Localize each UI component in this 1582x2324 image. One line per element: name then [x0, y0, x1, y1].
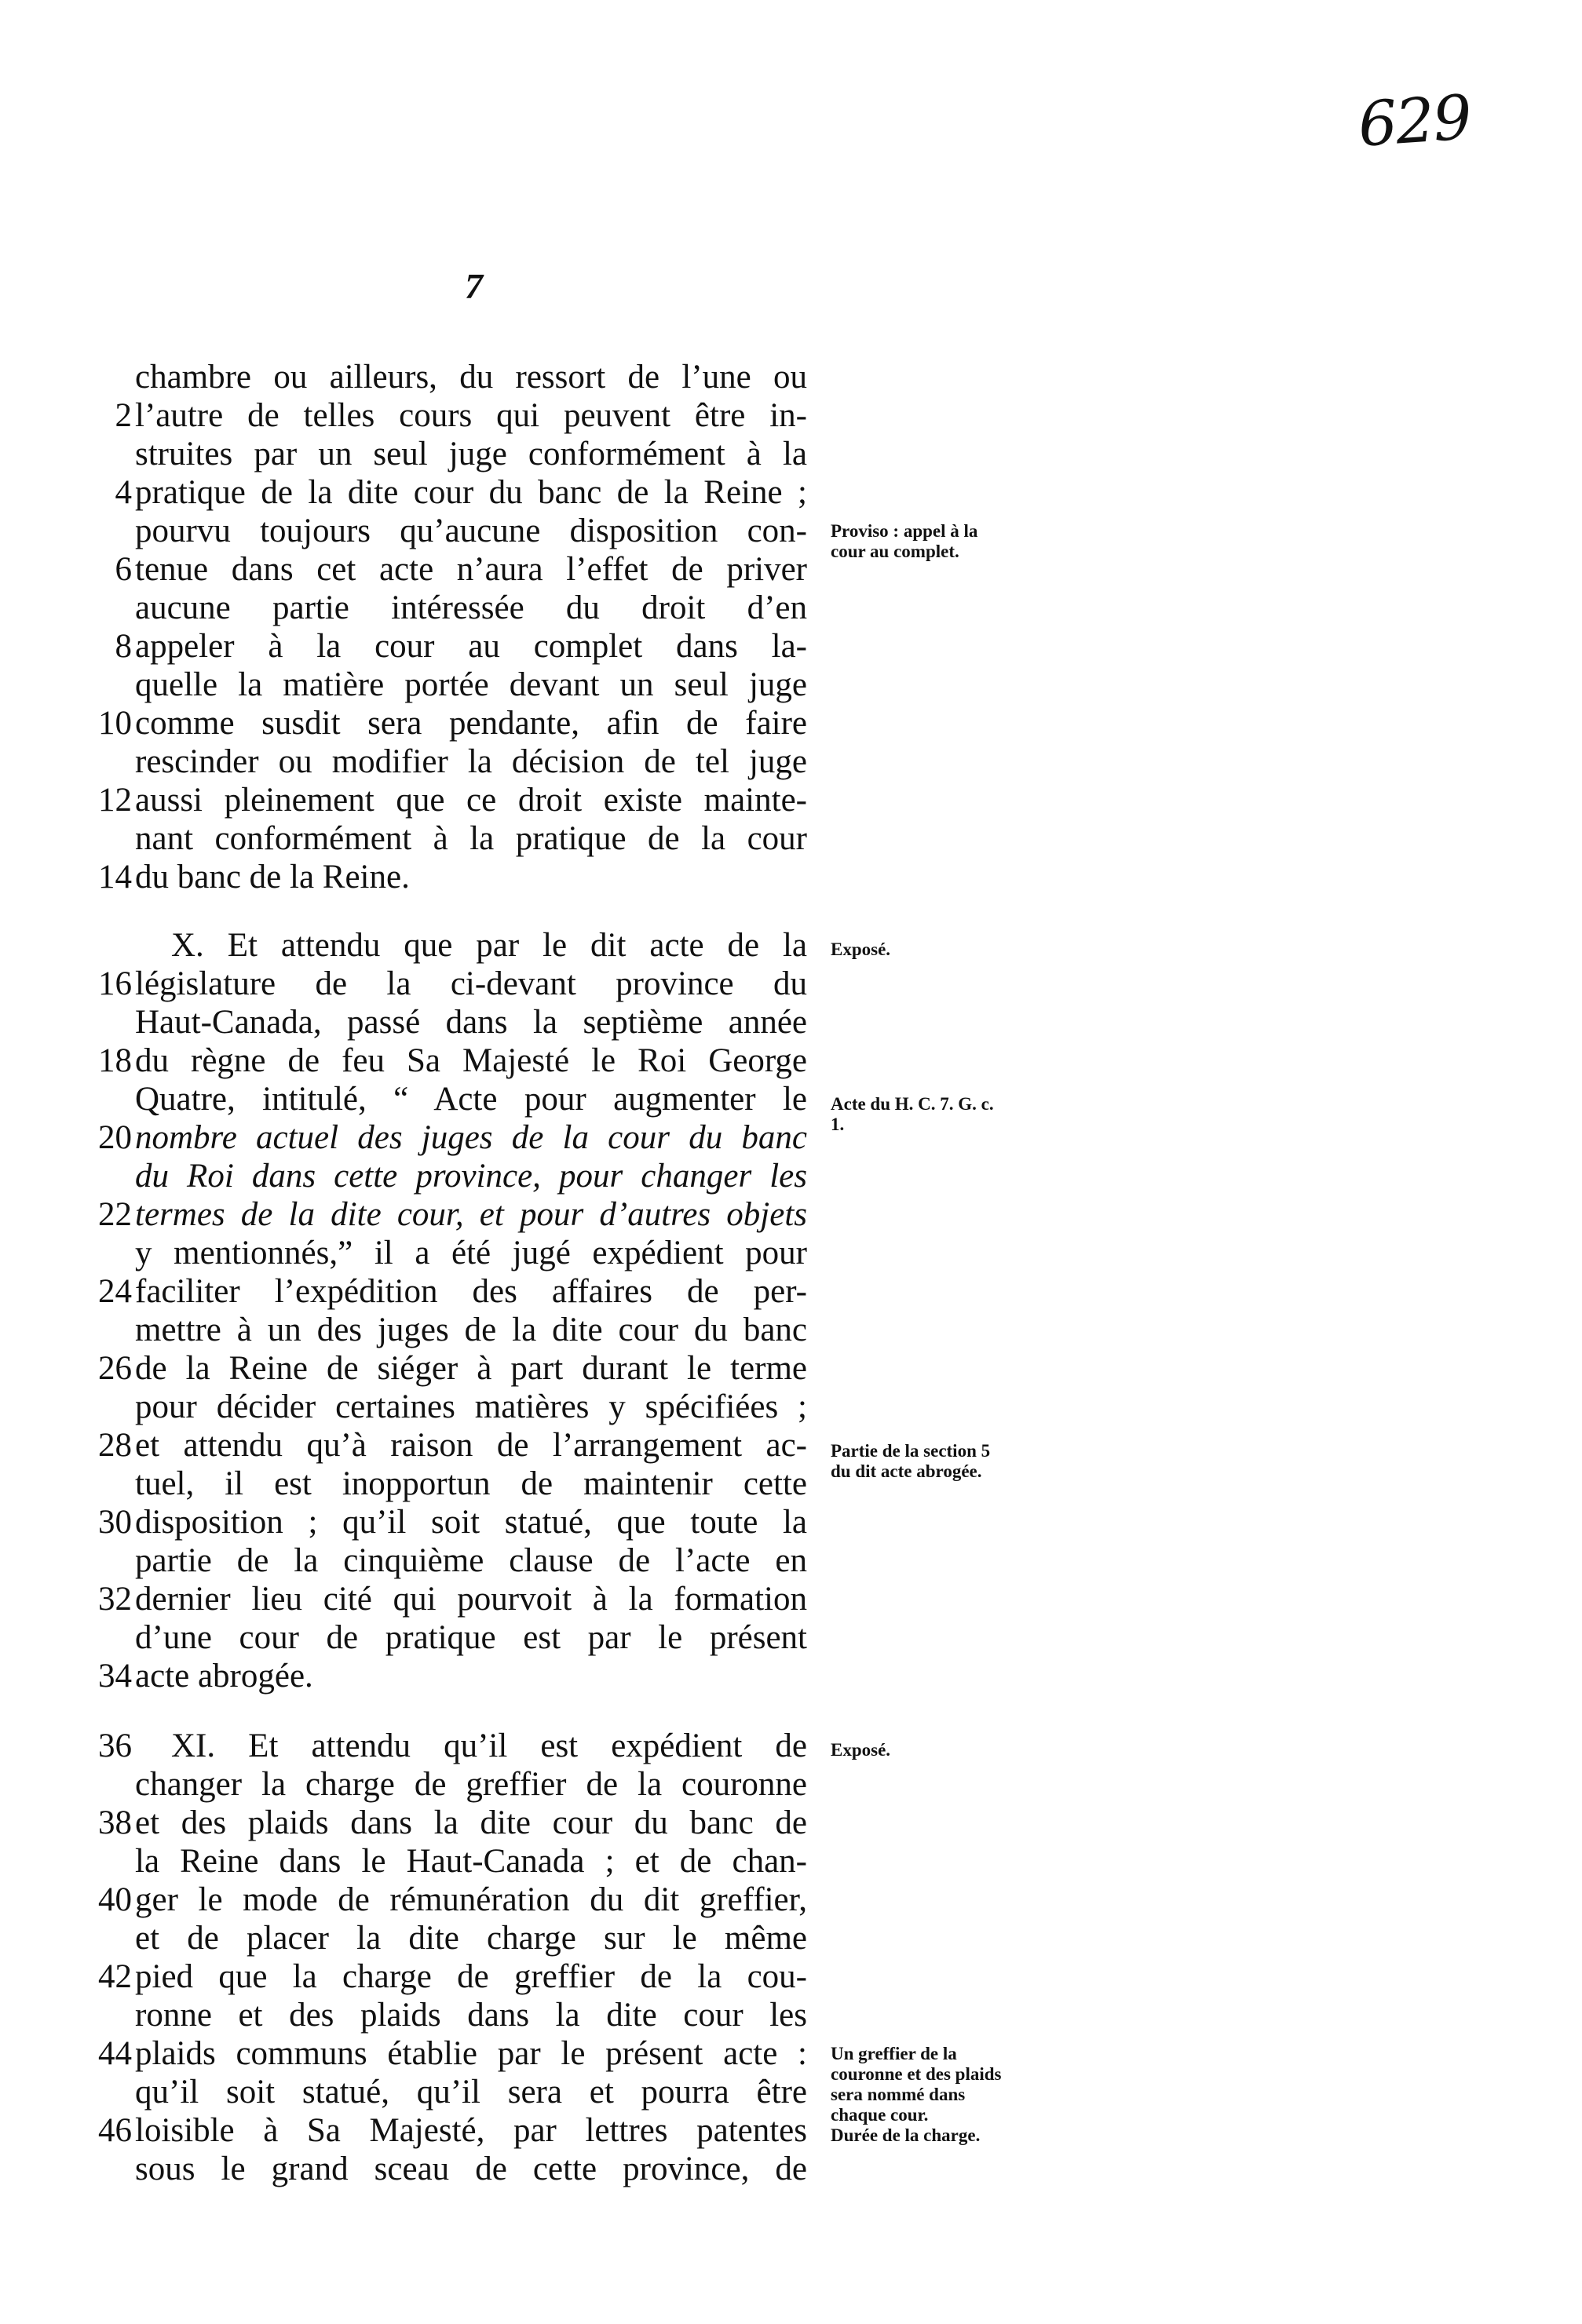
line-number: 4: [115, 474, 132, 511]
margin-note: Durée de la charge.: [831, 2125, 981, 2145]
text-line: du Roi dans cette province, pour changer les: [135, 1158, 807, 1195]
text-line: pour décider certaines matières y spécifiées ;: [135, 1388, 807, 1425]
text-line: termes de la dite cour, et pour d’autres objets: [135, 1196, 807, 1233]
text-line: pied que la charge de greffier de la cou-: [135, 1958, 807, 1995]
text-line: XI. Et attendu qu’il est expédient de: [171, 1727, 807, 1764]
line-number: 22: [98, 1196, 132, 1233]
margin-note: Acte du H. C. 7. G. c. 1.: [831, 1094, 994, 1134]
text-line: aussi pleinement que ce droit existe mainte-: [135, 782, 807, 819]
text-line: et attendu qu’à raison de l’arrangement ac-: [135, 1427, 807, 1464]
text-line: X. Et attendu que par le dit acte de la: [171, 927, 807, 964]
line-number: 14: [98, 859, 132, 896]
text-line: y mentionnés,” il a été jugé expédient pour: [135, 1235, 807, 1271]
text-line: législature de la ci-devant province du: [135, 965, 807, 1002]
line-number: 28: [98, 1427, 132, 1464]
text-line: et des plaids dans la dite cour du banc de: [135, 1804, 807, 1841]
text-line: du règne de feu Sa Majesté le Roi George: [135, 1042, 807, 1079]
text-line: ger le mode de rémunération du dit greffier,: [135, 1881, 807, 1918]
text-line: changer la charge de greffier de la couronne: [135, 1766, 807, 1803]
text-line: acte abrogée.: [135, 1658, 313, 1695]
text-line: pratique de la dite cour du banc de la Reine ;: [135, 474, 807, 511]
line-number: 18: [98, 1042, 132, 1079]
text-line: appeler à la cour au complet dans la-: [135, 628, 807, 665]
text-line: l’autre de telles cours qui peuvent être in-: [135, 397, 807, 434]
line-number: 26: [98, 1350, 132, 1387]
line-number: 42: [98, 1958, 132, 1995]
line-number: 32: [98, 1581, 132, 1618]
text-line: la Reine dans le Haut-Canada ; et de chan-: [135, 1843, 807, 1880]
text-line: tenue dans cet acte n’aura l’effet de priver: [135, 551, 807, 588]
margin-note: Un greffier de la couronne et des plaids sera nommé dans chaque cour.: [831, 2044, 1002, 2125]
text-line: partie de la cinquième clause de l’acte en: [135, 1542, 807, 1579]
line-number: 34: [98, 1658, 132, 1695]
text-line: sous le grand sceau de cette province, de: [135, 2151, 807, 2187]
text-line: ronne et des plaids dans la dite cour les: [135, 1997, 807, 2034]
text-line: loisible à Sa Majesté, par lettres patentes: [135, 2112, 807, 2149]
text-line: disposition ; qu’il soit statué, que toute la: [135, 1504, 807, 1541]
text-line: plaids communs établie par le présent acte :: [135, 2035, 807, 2072]
line-number: 40: [98, 1881, 132, 1918]
line-number: 10: [98, 705, 132, 742]
text-line: nombre actuel des juges de la cour du banc: [135, 1119, 807, 1156]
text-line: tuel, il est inopportun de maintenir cette: [135, 1465, 807, 1502]
page-number: 7: [465, 266, 483, 306]
text-line: du banc de la Reine.: [135, 859, 410, 896]
text-line: de la Reine de siéger à part durant le terme: [135, 1350, 807, 1387]
text-line: mettre à un des juges de la dite cour du banc: [135, 1312, 807, 1348]
line-number: 30: [98, 1504, 132, 1541]
line-number: 12: [98, 782, 132, 819]
text-line: pourvu toujours qu’aucune disposition con-: [135, 513, 807, 549]
text-line: faciliter l’expédition des affaires de per-: [135, 1273, 807, 1310]
text-line: d’une cour de pratique est par le présent: [135, 1619, 807, 1656]
line-number: 36: [98, 1727, 132, 1764]
text-line: dernier lieu cité qui pourvoit à la formation: [135, 1581, 807, 1618]
text-line: aucune partie intéressée du droit d’en: [135, 589, 807, 626]
text-line: nant conformément à la pratique de la cour: [135, 820, 807, 857]
text-line: Haut-Canada, passé dans la septième année: [135, 1004, 807, 1041]
text-line: qu’il soit statué, qu’il sera et pourra être: [135, 2074, 807, 2111]
text-line: rescinder ou modifier la décision de tel juge: [135, 743, 807, 780]
line-number: 8: [115, 628, 132, 665]
margin-note: Proviso : appel à la cour au complet.: [831, 521, 978, 561]
line-number: 24: [98, 1273, 132, 1310]
text-line: chambre ou ailleurs, du ressort de l’une ou: [135, 359, 807, 396]
line-number: 20: [98, 1119, 132, 1156]
folio-handwritten: 629: [1356, 82, 1473, 161]
text-line: Quatre, intitulé, “ Acte pour augmenter le: [135, 1081, 807, 1118]
margin-note: Exposé.: [831, 1740, 891, 1760]
line-number: 2: [115, 397, 132, 434]
line-number: 44: [98, 2035, 132, 2072]
text-line: quelle la matière portée devant un seul juge: [135, 666, 807, 703]
text-line: comme susdit sera pendante, afin de faire: [135, 705, 807, 742]
margin-note: Partie de la section 5 du dit acte abrogée.: [831, 1441, 991, 1481]
line-number: 16: [98, 965, 132, 1002]
text-line: struites par un seul juge conformément à la: [135, 436, 807, 472]
line-number: 6: [115, 551, 132, 588]
line-number: 46: [98, 2112, 132, 2149]
line-number: 38: [98, 1804, 132, 1841]
margin-note: Exposé.: [831, 939, 891, 959]
text-line: et de placer la dite charge sur le même: [135, 1920, 807, 1957]
